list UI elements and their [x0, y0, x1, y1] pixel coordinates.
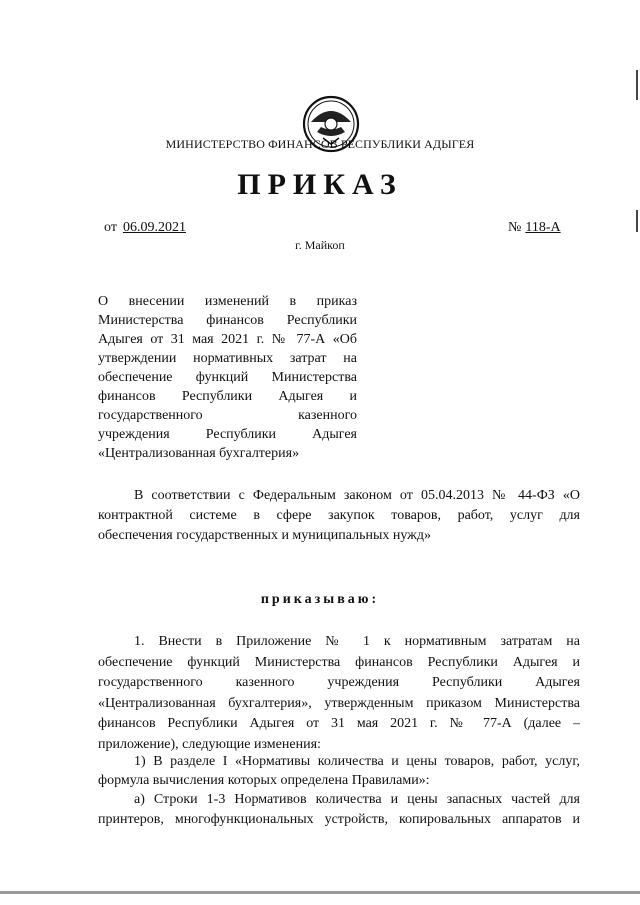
number-value: 118-А — [525, 220, 561, 235]
order-date — [104, 220, 186, 236]
paragraph-line: формула вычисления которых определена Правилами»: — [98, 773, 430, 788]
order-number — [508, 220, 561, 236]
paragraph-line: финансов Республики Адыгея от 31 мая 2021 г. № 77-А (далее – — [98, 716, 580, 731]
paragraph-line: обеспечение функций Министерства финансов Республики Адыгея и — [98, 654, 580, 670]
paragraph-line: «Централизованная бухгалтерия», утвержденным приказом Министерства — [98, 695, 580, 711]
paragraph-line: В соответствии с Федеральным законом от 05.04.2013 № 44-ФЗ «О — [134, 488, 580, 503]
paragraph-line: 1. Внести в Приложение № 1 к нормативным затратам на — [134, 634, 580, 649]
number-prefix: № — [508, 220, 522, 235]
paragraph-line: контрактной системе в сфере закупок товаров, работ, услуг для — [98, 508, 580, 523]
paragraph-line: принтеров, многофункциональных устройств, копировальных аппаратов и — [98, 812, 580, 827]
date-prefix: от — [104, 220, 117, 235]
preamble-paragraph — [98, 486, 580, 546]
subject-line: О внесении изменений в приказ — [98, 294, 357, 309]
item-1-1-a-paragraph — [98, 790, 580, 830]
paragraph-line: обеспечения государственных и муниципальных нужд» — [98, 528, 431, 543]
paragraph-line: а) Строки 1-3 Нормативов количества и цены запасных частей для — [134, 792, 580, 807]
scan-bottom-border — [0, 891, 640, 894]
document-title: ПРИКАЗ — [237, 168, 403, 201]
subject-line: «Централизованная бухгалтерия» — [98, 446, 300, 461]
subject-line: учреждения Республики Адыгея — [98, 427, 357, 442]
order-subject — [98, 292, 357, 463]
order-word: приказываю: — [260, 592, 380, 607]
ministry-name: МИНИСТЕРСТВО ФИНАНСОВ РЕСПУБЛИКИ АДЫГЕЯ — [165, 137, 475, 151]
item-1-paragraph — [98, 632, 580, 755]
date-value: 06.09.2021 — [122, 220, 186, 235]
paragraph-line: государственного казенного учреждения Республики Адыгея — [98, 675, 580, 690]
subject-line: утверждении нормативных затрат на — [98, 351, 357, 366]
subject-line: Адыгея от 31 мая 2021 г. № 77-А «Об — [98, 332, 357, 347]
subject-line: Министерства финансов Республики — [98, 313, 357, 328]
subject-line: обеспечение функций Министерства — [98, 370, 357, 385]
paragraph-line: приложение), следующие изменения: — [98, 736, 321, 752]
item-1-1-paragraph — [98, 752, 580, 790]
subject-line: государственного казенного — [98, 408, 357, 423]
paragraph-line: 1) В разделе I «Нормативы количества и цены товаров, работ, услуг, — [134, 754, 580, 769]
subject-line: финансов Республики Адыгея и — [98, 389, 357, 404]
scan-edge-mark — [636, 70, 638, 100]
scan-edge-mark — [636, 210, 638, 232]
city: г. Майкоп — [295, 238, 345, 252]
